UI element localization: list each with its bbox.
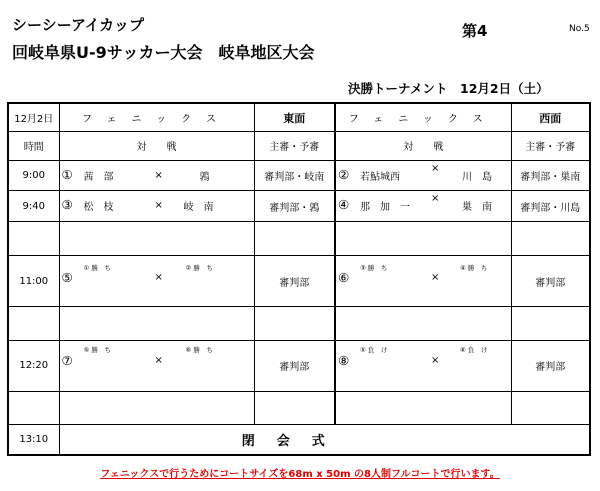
referee-right: 審判部・巣南 — [511, 160, 590, 191]
empty-cell — [59, 222, 254, 256]
referee-left: 審判部 — [254, 256, 335, 307]
referee-right: 審判部 — [511, 256, 590, 307]
page-number: No.5 — [569, 24, 590, 34]
referee-right: 審判部 — [511, 340, 590, 391]
empty-cell — [335, 391, 511, 424]
empty-cell — [59, 391, 254, 424]
empty-cell — [511, 222, 590, 256]
match-time: 12:20 — [8, 340, 59, 391]
closing-ceremony: 閉会式 — [59, 424, 590, 455]
stage-date-label: 決勝トーナメント 12月2日（土） — [348, 81, 549, 96]
match-time: 11:00 — [8, 256, 59, 307]
empty-cell — [335, 307, 511, 341]
empty-cell — [254, 307, 335, 341]
match-left: ⑦ ⑤ 勝 ち × ⑥ 勝 ち — [59, 340, 254, 391]
tournament-subtitle: 回岐阜県U-9サッカー大会 岐阜地区大会 — [12, 43, 315, 62]
round-label: 第4 — [462, 22, 488, 40]
field-right: 西面 — [511, 103, 590, 132]
empty-cell — [335, 222, 511, 256]
col-ref-right: 主審・予審 — [511, 132, 590, 161]
match-left: ③ 松 枝 × 岐 南 — [59, 191, 254, 222]
field-left: 東面 — [254, 103, 335, 132]
match-right: ② 若鮎城西 × 川 島 — [335, 160, 511, 191]
referee-left: 審判部・鶉 — [254, 191, 335, 222]
empty-cell — [511, 391, 590, 424]
match-right: ⑧ ⑤ 負 け × ⑥ 負 け — [335, 340, 511, 391]
closing-time: 13:10 — [8, 424, 59, 455]
tournament-title: シーシーアイカップ — [12, 16, 145, 34]
empty-cell — [511, 307, 590, 341]
match-left: ① 茜 部 × 鶉 — [59, 160, 254, 191]
empty-cell — [254, 222, 335, 256]
date-cell: 12月2日 — [8, 103, 59, 132]
match-time: 9:40 — [8, 191, 59, 222]
match-right: ⑥ ③ 勝 ち × ④ 勝 ち — [335, 256, 511, 307]
referee-left: 審判部・岐南 — [254, 160, 335, 191]
footer-note: フェニックスで行うためにコートサイズを68m x 50m の8人制フルコートで行います。 — [100, 469, 500, 480]
empty-cell — [8, 307, 59, 341]
schedule-table — [7, 102, 591, 456]
match-left: ⑤ ① 勝 ち × ② 勝 ち — [59, 256, 254, 307]
referee-right: 審判部・川島 — [511, 191, 590, 222]
col-time: 時間 — [8, 132, 59, 161]
match-time: 9:00 — [8, 160, 59, 191]
empty-cell — [254, 391, 335, 424]
venue-left: フェニックス — [59, 103, 254, 132]
empty-cell — [8, 222, 59, 256]
col-match-right: 対 戦 — [335, 132, 511, 161]
empty-cell — [59, 307, 254, 341]
empty-cell — [8, 391, 59, 424]
venue-right: フェニックス — [335, 103, 511, 132]
col-match-left: 対 戦 — [59, 132, 254, 161]
col-ref-left: 主審・予審 — [254, 132, 335, 161]
match-right: ④ 那 加 一 × 巣 南 — [335, 191, 511, 222]
referee-left: 審判部 — [254, 340, 335, 391]
